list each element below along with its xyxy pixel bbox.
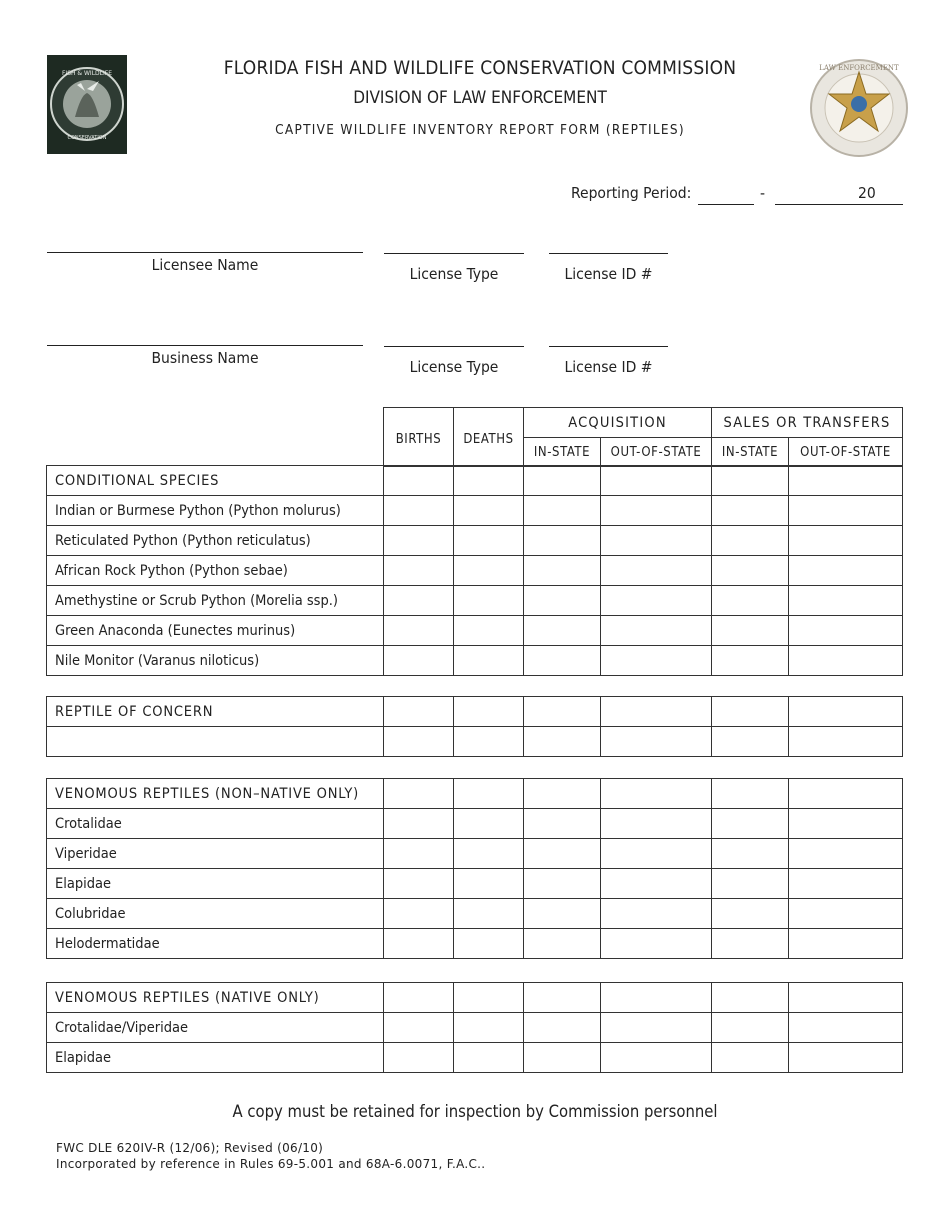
species-label: Green Anaconda (Eunectes murinus)	[47, 616, 384, 646]
entry-cell[interactable]	[384, 466, 454, 496]
entry-cell[interactable]	[601, 899, 712, 929]
entry-cell[interactable]	[454, 983, 524, 1013]
entry-cell[interactable]	[601, 1043, 712, 1073]
table-row	[47, 526, 903, 556]
entry-cell[interactable]	[524, 697, 601, 727]
entry-cell[interactable]	[712, 809, 789, 839]
deaths-header: DEATHS	[454, 408, 524, 467]
table-row	[47, 556, 903, 586]
entry-cell[interactable]	[454, 646, 524, 676]
section-header-row	[47, 779, 903, 809]
law-enforcement-badge-icon	[809, 58, 909, 158]
fwc-logo	[47, 55, 127, 154]
entry-cell[interactable]	[712, 983, 789, 1013]
entry-cell[interactable]	[524, 1043, 601, 1073]
entry-cell[interactable]	[601, 929, 712, 959]
section-title: VENOMOUS REPTILES (NATIVE ONLY)	[47, 983, 384, 1013]
table-row	[47, 929, 903, 959]
entry-cell[interactable]	[712, 899, 789, 929]
entry-cell[interactable]	[384, 556, 454, 586]
entry-cell[interactable]	[712, 556, 789, 586]
entry-cell[interactable]	[789, 1013, 903, 1043]
entry-cell[interactable]	[454, 899, 524, 929]
entry-cell[interactable]	[454, 466, 524, 496]
table-row	[47, 869, 903, 899]
entry-cell[interactable]	[789, 779, 903, 809]
species-label	[47, 727, 384, 757]
species-label: Viperidae	[47, 839, 384, 869]
entry-cell[interactable]	[789, 697, 903, 727]
births-header: BIRTHS	[384, 408, 454, 467]
license-type-label-1: License Type	[409, 265, 499, 283]
form-title: CAPTIVE WILDLIFE INVENTORY REPORT FORM (REPTILES)	[275, 122, 685, 138]
entry-cell[interactable]	[601, 616, 712, 646]
licensee-name-label: Licensee Name	[151, 256, 259, 274]
entry-cell[interactable]	[454, 526, 524, 556]
incorporated-reference: Incorporated by reference in Rules 69-5.001 and 68A-6.0071, F.A.C..	[56, 1157, 486, 1171]
entry-cell[interactable]	[524, 983, 601, 1013]
species-label: Amethystine or Scrub Python (Morelia ssp.)	[47, 586, 384, 616]
entry-cell[interactable]	[789, 899, 903, 929]
entry-cell[interactable]	[789, 839, 903, 869]
species-label: Elapidae	[47, 1043, 384, 1073]
entry-cell[interactable]	[712, 929, 789, 959]
inventory-column-header	[383, 407, 903, 467]
entry-cell[interactable]	[524, 526, 601, 556]
entry-cell[interactable]	[601, 526, 712, 556]
entry-cell[interactable]	[384, 646, 454, 676]
acquisition-header: ACQUISITION	[524, 408, 712, 438]
entry-cell[interactable]	[384, 809, 454, 839]
entry-cell[interactable]	[712, 869, 789, 899]
entry-cell[interactable]	[524, 869, 601, 899]
entry-cell[interactable]	[524, 1013, 601, 1043]
table-row	[47, 496, 903, 526]
reporting-period-label: Reporting Period:	[571, 184, 692, 202]
entry-cell[interactable]	[789, 616, 903, 646]
entry-cell[interactable]	[524, 466, 601, 496]
form-number: FWC DLE 620IV-R (12/06); Revised (06/10)	[56, 1141, 324, 1155]
entry-cell[interactable]	[712, 466, 789, 496]
entry-cell[interactable]	[384, 616, 454, 646]
org-title: FLORIDA FISH AND WILDLIFE CONSERVATION COMMISSION	[223, 57, 737, 79]
table-row	[47, 616, 903, 646]
entry-cell[interactable]	[524, 929, 601, 959]
acq-out-of-state-header: OUT-OF-STATE	[601, 438, 712, 467]
section-title: REPTILE OF CONCERN	[47, 697, 384, 727]
entry-cell[interactable]	[601, 869, 712, 899]
species-label: Nile Monitor (Varanus niloticus)	[47, 646, 384, 676]
reporting-separator: -	[760, 184, 766, 202]
entry-cell[interactable]	[454, 586, 524, 616]
entry-cell[interactable]	[789, 869, 903, 899]
entry-cell[interactable]	[454, 839, 524, 869]
entry-cell[interactable]	[712, 727, 789, 757]
entry-cell[interactable]	[384, 1013, 454, 1043]
entry-cell[interactable]	[454, 556, 524, 586]
table-row	[47, 899, 903, 929]
entry-cell[interactable]	[524, 586, 601, 616]
sales-out-of-state-header: OUT-OF-STATE	[789, 438, 903, 467]
table-row	[47, 586, 903, 616]
entry-cell[interactable]	[789, 1043, 903, 1073]
entry-cell[interactable]	[601, 556, 712, 586]
entry-cell[interactable]	[601, 466, 712, 496]
entry-cell[interactable]	[601, 779, 712, 809]
entry-cell[interactable]	[384, 779, 454, 809]
section-header-row	[47, 983, 903, 1013]
sales-transfers-header: SALES OR TRANSFERS	[712, 408, 903, 438]
entry-cell[interactable]	[384, 526, 454, 556]
retention-notice: A copy must be retained for inspection by Commission personnel	[232, 1102, 718, 1121]
entry-cell[interactable]	[454, 697, 524, 727]
species-label: Reticulated Python (Python reticulatus)	[47, 526, 384, 556]
license-type-field-2[interactable]	[384, 346, 524, 347]
licensee-name-field[interactable]	[47, 252, 363, 253]
entry-cell[interactable]	[524, 616, 601, 646]
entry-cell[interactable]	[384, 983, 454, 1013]
entry-cell[interactable]	[524, 646, 601, 676]
entry-cell[interactable]	[712, 779, 789, 809]
section-table	[46, 982, 903, 1073]
entry-cell[interactable]	[712, 839, 789, 869]
entry-cell[interactable]	[454, 496, 524, 526]
species-label: Helodermatidae	[47, 929, 384, 959]
license-id-label-2: License ID #	[564, 358, 653, 376]
entry-cell[interactable]	[712, 646, 789, 676]
entry-cell[interactable]	[601, 839, 712, 869]
reporting-start-field[interactable]	[698, 204, 754, 205]
entry-cell[interactable]	[384, 899, 454, 929]
entry-cell[interactable]	[384, 839, 454, 869]
table-row	[47, 646, 903, 676]
entry-cell[interactable]	[384, 1043, 454, 1073]
species-label: Colubridae	[47, 899, 384, 929]
section-table	[46, 778, 903, 959]
entry-cell[interactable]	[524, 727, 601, 757]
entry-cell[interactable]	[384, 697, 454, 727]
entry-cell[interactable]	[712, 1043, 789, 1073]
entry-cell[interactable]	[789, 983, 903, 1013]
entry-cell[interactable]	[454, 1013, 524, 1043]
entry-cell[interactable]	[601, 697, 712, 727]
section-header-row	[47, 697, 903, 727]
species-label: Elapidae	[47, 869, 384, 899]
entry-cell[interactable]	[454, 616, 524, 646]
svg-text:FISH & WILDLIFE: FISH & WILDLIFE	[61, 70, 113, 77]
entry-cell[interactable]	[601, 586, 712, 616]
entry-cell[interactable]	[601, 983, 712, 1013]
section-table	[46, 696, 903, 757]
species-label: Crotalidae	[47, 809, 384, 839]
business-name-field[interactable]	[47, 345, 363, 346]
entry-cell[interactable]	[384, 929, 454, 959]
entry-cell[interactable]	[712, 616, 789, 646]
entry-cell[interactable]	[789, 646, 903, 676]
entry-cell[interactable]	[789, 526, 903, 556]
business-name-label: Business Name	[151, 349, 259, 367]
species-label: African Rock Python (Python sebae)	[47, 556, 384, 586]
entry-cell[interactable]	[524, 496, 601, 526]
license-id-field-1[interactable]	[549, 253, 668, 254]
section-title: CONDITIONAL SPECIES	[47, 466, 384, 496]
entry-cell[interactable]	[789, 809, 903, 839]
entry-cell[interactable]	[789, 586, 903, 616]
division-title: DIVISION OF LAW ENFORCEMENT	[353, 88, 607, 108]
table-row	[47, 1013, 903, 1043]
entry-cell[interactable]	[712, 586, 789, 616]
table-row	[47, 839, 903, 869]
entry-cell[interactable]	[454, 1043, 524, 1073]
entry-cell[interactable]	[384, 727, 454, 757]
table-row	[47, 727, 903, 757]
license-id-label-1: License ID #	[564, 265, 653, 283]
table-row	[47, 809, 903, 839]
license-type-field-1[interactable]	[384, 253, 524, 254]
entry-cell[interactable]	[712, 526, 789, 556]
entry-cell[interactable]	[524, 556, 601, 586]
entry-cell[interactable]	[454, 779, 524, 809]
svg-text:CONSERVATION: CONSERVATION	[67, 135, 107, 141]
entry-cell[interactable]	[384, 586, 454, 616]
entry-cell[interactable]	[454, 809, 524, 839]
entry-cell[interactable]	[712, 1013, 789, 1043]
sales-in-state-header: IN-STATE	[712, 438, 789, 467]
entry-cell[interactable]	[384, 496, 454, 526]
section-header-row	[47, 466, 903, 496]
entry-cell[interactable]	[789, 466, 903, 496]
entry-cell[interactable]	[789, 727, 903, 757]
svg-text:LAW ENFORCEMENT: LAW ENFORCEMENT	[819, 64, 899, 72]
license-type-label-2: License Type	[409, 358, 499, 376]
reporting-year-prefix: 20	[858, 184, 876, 202]
entry-cell[interactable]	[524, 839, 601, 869]
entry-cell[interactable]	[789, 929, 903, 959]
entry-cell[interactable]	[454, 869, 524, 899]
entry-cell[interactable]	[712, 697, 789, 727]
entry-cell[interactable]	[524, 779, 601, 809]
license-id-field-2[interactable]	[549, 346, 668, 347]
entry-cell[interactable]	[789, 496, 903, 526]
entry-cell[interactable]	[454, 929, 524, 959]
section-table	[46, 465, 903, 676]
entry-cell[interactable]	[524, 899, 601, 929]
entry-cell[interactable]	[384, 869, 454, 899]
entry-cell[interactable]	[454, 727, 524, 757]
species-label: Crotalidae/Viperidae	[47, 1013, 384, 1043]
section-title: VENOMOUS REPTILES (NON–NATIVE ONLY)	[47, 779, 384, 809]
entry-cell[interactable]	[601, 1013, 712, 1043]
acq-in-state-header: IN-STATE	[524, 438, 601, 467]
entry-cell[interactable]	[601, 646, 712, 676]
species-label: Indian or Burmese Python (Python molurus)	[47, 496, 384, 526]
entry-cell[interactable]	[789, 556, 903, 586]
entry-cell[interactable]	[712, 496, 789, 526]
entry-cell[interactable]	[601, 727, 712, 757]
entry-cell[interactable]	[601, 809, 712, 839]
entry-cell[interactable]	[524, 809, 601, 839]
entry-cell[interactable]	[601, 496, 712, 526]
reporting-end-field[interactable]	[775, 204, 903, 205]
table-row	[47, 1043, 903, 1073]
